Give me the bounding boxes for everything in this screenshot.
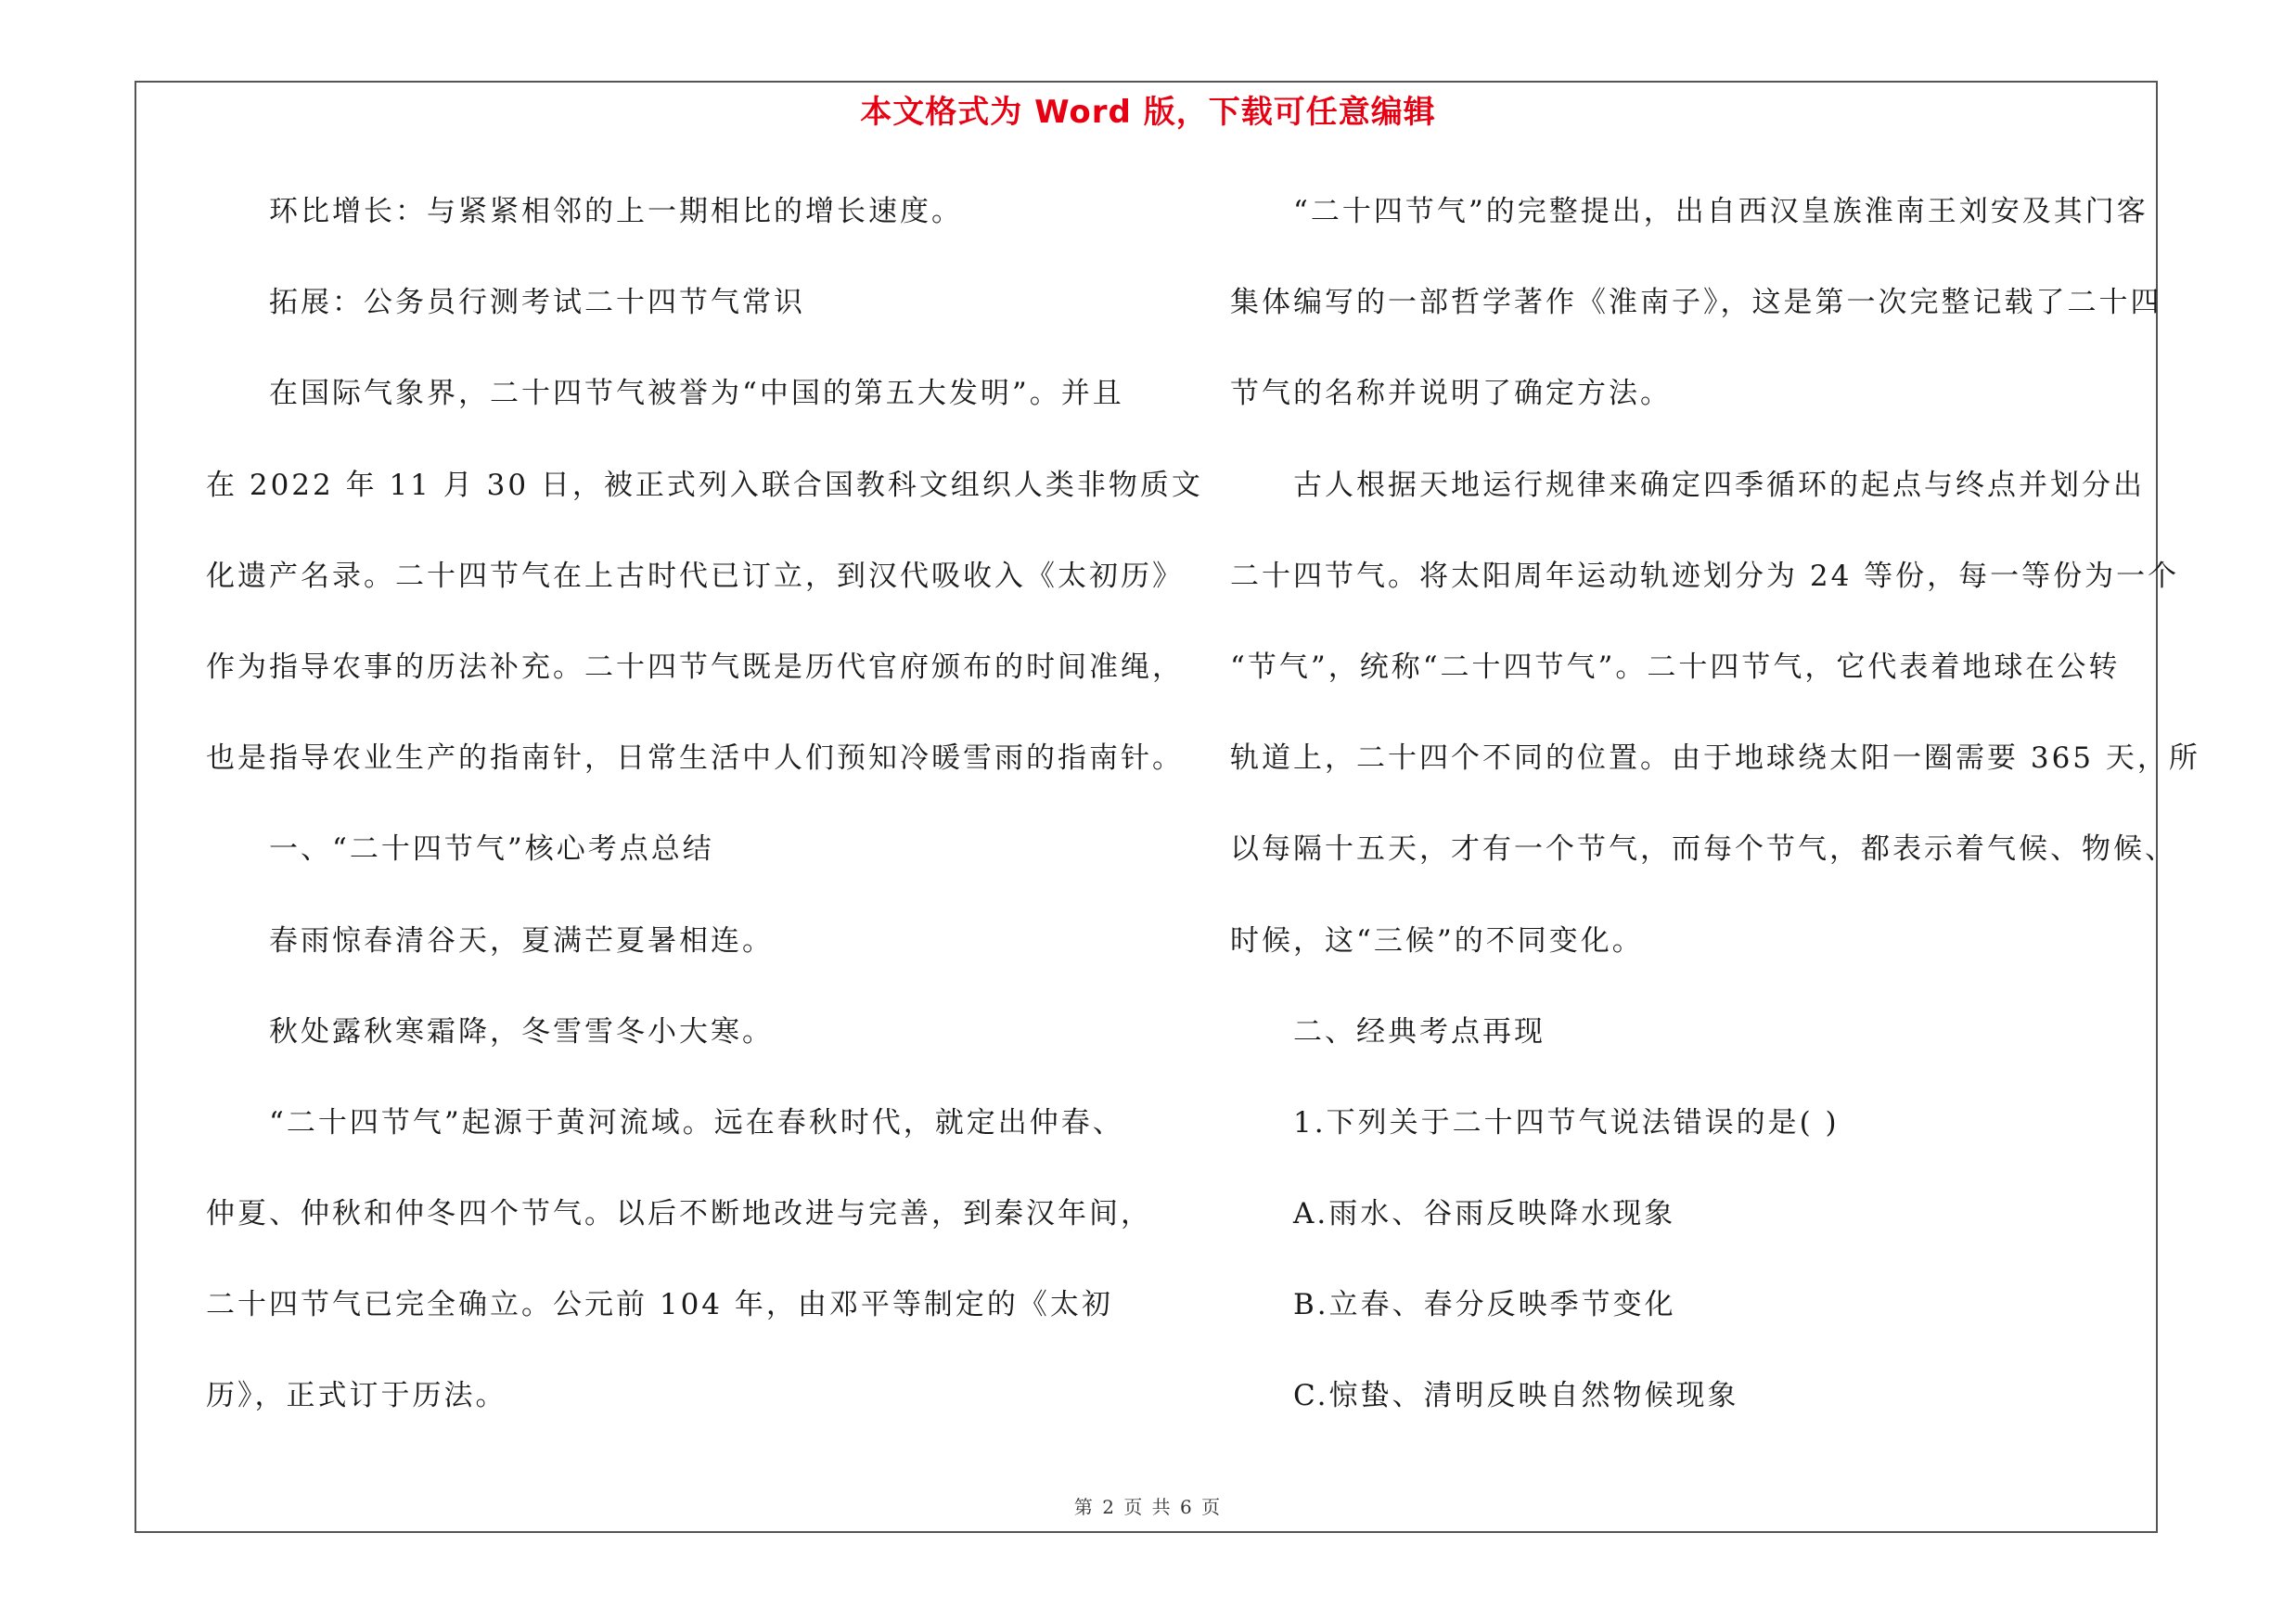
line-text: 时候，这“三候”的不同变化。 (1230, 923, 1644, 958)
line-text: 二十四节气。将太阳周年运动轨迹划分为 24 等份，每一等份为一个 (1230, 559, 2180, 593)
line-text: 也是指导农业生产的指南针，日常生活中人们预知冷暖雪雨的指南针。 (206, 741, 1184, 776)
line-text: 作为指导农事的历法补充。二十四节气既是历代官府颁布的时间准绳， (206, 650, 1184, 684)
line-text: 二十四节气已完全确立。公元前 104 年，由邓平等制定的《太初 (206, 1288, 1113, 1322)
paragraph-line (206, 174, 1143, 265)
line-text: 节气的名称并说明了确定方法。 (1230, 377, 1672, 411)
paragraph-line (1230, 721, 2200, 812)
page-number: 第 2 页 共 6 页 (1073, 1496, 1223, 1518)
line-text: 1.下列关于二十四节气说法错误的是( ) (1293, 1105, 1840, 1140)
paragraph-line (1230, 174, 2158, 265)
paragraph-line (1230, 539, 2180, 630)
section-heading (1230, 995, 2158, 1086)
line-text: 秋处露秋寒霜降，冬雪雪冬小大寒。 (269, 1014, 774, 1049)
line-text: 历》，正式订于历法。 (206, 1379, 507, 1413)
right-column (1230, 174, 2200, 1450)
section-heading (206, 812, 1143, 903)
paragraph-line (206, 539, 1184, 630)
line-text: 轨道上，二十四个不同的位置。由于地球绕太阳一圈需要 365 天，所 (1230, 741, 2200, 776)
line-text: 二、经典考点再现 (1293, 1014, 1546, 1049)
line-text: “二十四节气”的完整提出，出自西汉皇族淮南王刘安及其门客 (1293, 195, 2148, 228)
line-text: A.雨水、谷雨反映降水现象 (1293, 1197, 1676, 1231)
line-text: 在国际气象界，二十四节气被誉为“中国的第五大发明”。并且 (269, 377, 1124, 411)
paragraph-line (206, 265, 1143, 356)
line-text: 集体编写的一部哲学著作《淮南子》，这是第一次完整记载了二十四 (1230, 286, 2162, 320)
paragraph-line (206, 630, 1184, 721)
paragraph-line (206, 1359, 1143, 1449)
paragraph-line (1230, 448, 2158, 539)
line-text: 春雨惊春清谷天，夏满芒夏暑相连。 (269, 923, 774, 958)
line-text: 一、“二十四节气”核心考点总结 (269, 832, 714, 867)
line-text: 环比增长：与紧紧相邻的上一期相比的增长速度。 (269, 195, 963, 228)
line-text: “二十四节气”起源于黄河流域。远在春秋时代，就定出仲春、 (269, 1105, 1124, 1140)
line-text: 古人根据天地运行规律来确定四季循环的起点与终点并划分出 (1293, 468, 2145, 502)
paragraph-line (1230, 812, 2176, 903)
line-text: 化遗产名录。二十四节气在上古时代已订立，到汉代吸收入《太初历》 (206, 559, 1184, 593)
paragraph-line (1230, 356, 2158, 447)
paragraph-line (206, 448, 1203, 539)
line-text: 在 2022 年 11 月 30 日，被正式列入联合国教科文组织人类非物质文 (206, 468, 1203, 502)
answer-option (1230, 1268, 2158, 1359)
paragraph-line (206, 356, 1143, 447)
paragraph-line (206, 1086, 1143, 1177)
line-text: C.惊蛰、清明反映自然物候现象 (1293, 1379, 1739, 1413)
question-stem (1230, 1086, 2158, 1177)
answer-option (1230, 1177, 2158, 1268)
verse-line (206, 995, 1143, 1086)
line-text: 拓展：公务员行测考试二十四节气常识 (269, 286, 805, 320)
paragraph-line (206, 1177, 1152, 1268)
verse-line (206, 904, 1143, 995)
paragraph-line (206, 721, 1184, 812)
left-column (206, 174, 1203, 1450)
line-text: B.立春、春分反映季节变化 (1293, 1288, 1676, 1322)
line-text: 仲夏、仲秋和仲冬四个节气。以后不断地改进与完善，到秦汉年间， (206, 1197, 1152, 1231)
line-text: 以每隔十五天，才有一个节气，而每个节气，都表示着气候、物候、 (1230, 832, 2176, 867)
answer-option (1230, 1359, 2158, 1449)
banner-title: 本文格式为 Word 版，下载可任意编辑 (860, 94, 1436, 131)
line-text: “节气”，统称“二十四节气”。二十四节气，它代表着地球在公转 (1230, 650, 2121, 684)
paragraph-line (1230, 630, 2158, 721)
paragraph-line (1230, 904, 2158, 995)
paragraph-line (206, 1268, 1143, 1359)
paragraph-line (1230, 265, 2162, 356)
